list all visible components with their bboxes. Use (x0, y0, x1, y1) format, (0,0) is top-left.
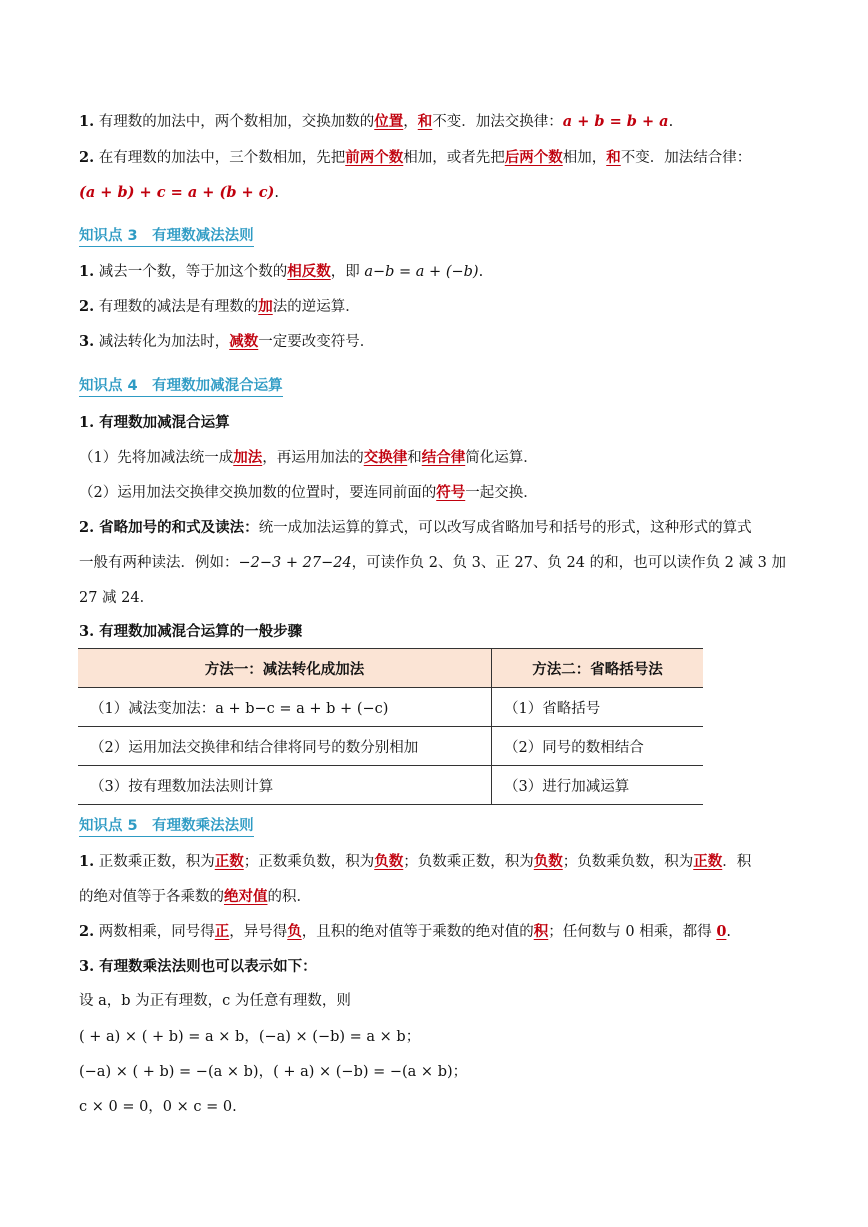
subtract-rule-1: 1. 减去一个数，等于加这个数的相反数，即 a−b = a + (−b). (79, 263, 484, 280)
table-cell: （3）按有理数加法法则计算 (78, 766, 492, 805)
answer-blank: 位置 (374, 113, 404, 130)
answer-blank: 相反数 (287, 263, 331, 280)
answer-blank: 后两个数 (504, 149, 563, 166)
answer-blank: 加法 (233, 449, 263, 466)
table-header-row (78, 649, 703, 688)
multiply-setup: 设 a，b 为正有理数，c 为任意有理数，则 (79, 993, 351, 1009)
add-commutative-line: 1. 有理数的加法中，两个数相加，交换加数的位置，和不变．加法交换律：a + b = b + a. (79, 113, 674, 130)
answer-blank: 和 (417, 113, 433, 130)
answer-blank: 前两个数 (345, 149, 404, 166)
multiply-rule-1: 1. 正数乘正数，积为正数；正数乘负数，积为负数；负数乘正数，积为负数；负数乘负数，积为正数．积 (79, 853, 752, 870)
table-header: 方法一：减法转化成加法 (78, 649, 492, 688)
answer-blank: 和 (606, 149, 621, 166)
answer-blank: 正数 (693, 853, 723, 870)
subheading: 1. 有理数加减混合运算 (79, 414, 230, 431)
formula: a + b = b + a (562, 113, 669, 130)
mixed-op-step-2: （2）运用加法交换律交换加数的位置时，要连同前面的符号一起交换． (79, 484, 538, 501)
formula: (a + b) + c = a + (b + c) (79, 184, 275, 201)
section-heading-k4: 知识点 4 有理数加减混合运算 (79, 374, 283, 397)
subtract-rule-3: 3. 减法转化为加法时，减数一定要改变符号． (79, 333, 375, 350)
answer-blank: 加 (258, 298, 273, 315)
table-row (78, 766, 703, 805)
add-associative-formula: (a + b) + c = a + (b + c). (79, 184, 280, 201)
answer-blank: 负 (287, 923, 302, 940)
table-row (78, 688, 703, 727)
multiply-formula: c × 0 = 0，0 × c = 0. (79, 1099, 237, 1115)
table-cell: （1）省略括号 (492, 688, 704, 727)
multiply-formula: (−a) × ( + b) = −(a × b)，( + a) × (−b) = −(a × b)； (79, 1064, 468, 1080)
formula: a−b = a + (−b) (364, 264, 479, 280)
mixed-op-step-1: （1）先将加减法统一成加法，再运用加法的交换律和结合律简化运算． (79, 449, 538, 466)
answer-blank: 负数 (374, 853, 404, 870)
answer-blank: 减数 (229, 333, 259, 350)
table-header: 方法二：省略括号法 (492, 649, 704, 688)
table-cell: （2）运用加法交换律和结合律将同号的数分别相加 (78, 727, 492, 766)
table-cell: （2）同号的数相结合 (492, 727, 704, 766)
table-cell: （1）减法变加法：a + b−c = a + b + (−c) (78, 688, 492, 727)
answer-blank: 结合律 (421, 449, 466, 466)
answer-blank: 负数 (533, 853, 563, 870)
omit-plus-line-3: 27 减 24． (79, 590, 155, 606)
methods-table (78, 648, 703, 805)
answer-blank: 交换律 (363, 449, 408, 466)
answer-blank: 绝对值 (224, 888, 268, 905)
formula: −2−3 + 27−24 (238, 555, 352, 571)
section-heading-k3: 知识点 3 有理数减法法则 (79, 224, 254, 247)
omit-plus-line-1: 2. 省略加号的和式及读法：统一成加法运算的算式，可以改写成省略加号和括号的形式，这种形式的算式 (79, 519, 752, 536)
section-heading-k5: 知识点 5 有理数乘法法则 (79, 814, 254, 837)
subtract-rule-2: 2. 有理数的减法是有理数的加法的逆运算． (79, 298, 360, 315)
answer-blank: 符号 (436, 484, 466, 501)
multiply-rule-1-cont: 的绝对值等于各乘数的绝对值的积． (79, 888, 311, 905)
table-cell: （3）进行加减运算 (492, 766, 704, 805)
subheading: 3. 有理数加减混合运算的一般步骤 (79, 623, 303, 640)
answer-blank: 积 (533, 923, 549, 940)
multiply-rule-2: 2. 两数相乘，同号得正，异号得负，且积的绝对值等于乘数的绝对值的积；任何数与 0 相乘，都得 0. (79, 923, 732, 940)
add-associative-line: 2. 在有理数的加法中，三个数相加，先把前两个数相加，或者先把后两个数相加，和不变．加法结合律： (79, 149, 752, 166)
answer-blank: 正 (214, 923, 230, 940)
table-row (78, 727, 703, 766)
subheading: 3. 有理数乘法法则也可以表示如下： (79, 958, 317, 975)
omit-plus-line-2: 一般有两种读法．例如：−2−3 + 27−24，可读作负 2、负 3、正 27、负 24 的和，也可以读作负 2 减 3 加 (79, 555, 786, 571)
answer-blank: 0 (716, 923, 727, 940)
multiply-formula: ( + a) × ( + b) = a × b，(−a) × (−b) = a × b； (79, 1029, 421, 1045)
answer-blank: 正数 (214, 853, 244, 870)
